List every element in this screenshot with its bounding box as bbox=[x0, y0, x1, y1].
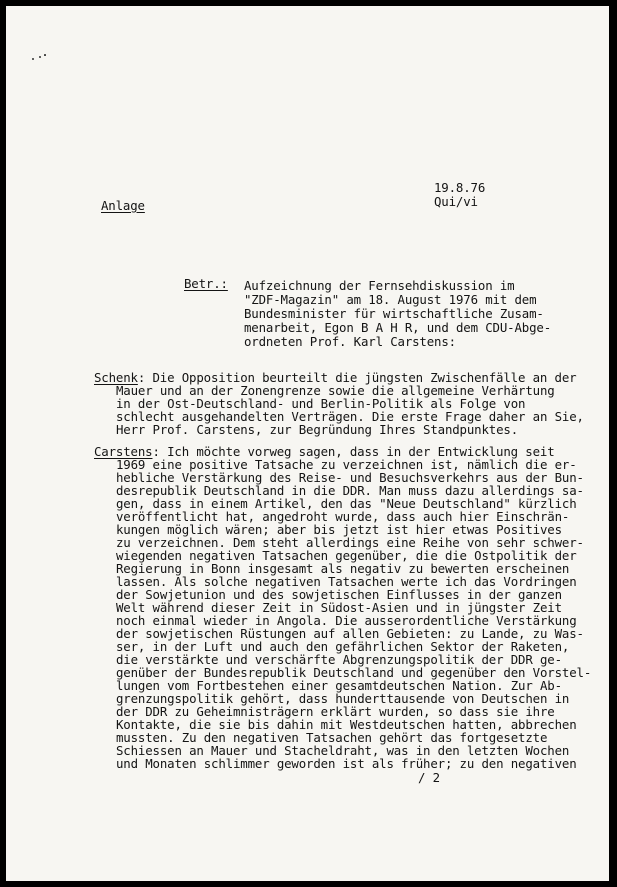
schenk-line: Mauer und an der Zonengrenze sowie die allgemeine Verhärtung bbox=[116, 383, 555, 398]
carstens-line: Kontakte, die sie bis dahin mit Westdeutschen hatten, abbrechen bbox=[116, 717, 577, 732]
letter-reference: Qui/vi bbox=[434, 194, 478, 209]
carstens-line: lungen vom Fortbestehen einer gesamtdeutschen Nation. Zur Ab- bbox=[116, 678, 562, 693]
schenk-paragraph-first-line: Schenk: Die Opposition beurteilt die jüngsten Zwischenfälle an der bbox=[94, 370, 577, 385]
carstens-line: noch einmal wieder in Angola. Die ausserordentliche Verstärkung bbox=[116, 613, 577, 628]
carstens-line: 1969 eine positive Tatsache zu verzeichnen ist, nämlich die er- bbox=[116, 457, 577, 472]
carstens-line: mussten. Zu den negativen Tatsachen gehört das fortgesetzte bbox=[116, 730, 548, 745]
carstens-line: wiegenden negativen Tatsachen gegenüber, die die Ostpolitik der bbox=[116, 548, 577, 563]
letter-date: 19.8.76 bbox=[434, 180, 486, 195]
page-continuation-marker: / 2 bbox=[418, 770, 440, 785]
carstens-line: zu verzeichnen. Dem steht allerdings eine Reihe von sehr schwer- bbox=[116, 535, 584, 550]
carstens-line: hebliche Verstärkung des Reise- und Besuchsverkehrs aus der Bun- bbox=[116, 470, 584, 485]
subject-line: Aufzeichnung der Fernsehdiskussion im bbox=[244, 278, 515, 293]
carstens-line: die verstärkte und verschärfte Abgrenzungspolitik der DDR ge- bbox=[116, 652, 562, 667]
carstens-line: Welt während dieser Zeit in Südost-Asien und in jüngster Zeit bbox=[116, 600, 562, 615]
carstens-line: kungen möglich wären; aber bis jetzt ist hier etwas Positives bbox=[116, 522, 562, 537]
carstens-line: desrepublik Deutschland in die DDR. Man muss dazu allerdings sa- bbox=[116, 483, 584, 498]
carstens-line: der Sowjetunion und des sowjetischen Einflusses in der ganzen bbox=[116, 587, 562, 602]
carstens-line: und Monaten schlimmer geworden ist als früher; zu den negativen bbox=[116, 756, 577, 771]
anlage-label: Anlage bbox=[101, 198, 145, 213]
schenk-line: in der Ost-Deutschland- und Berlin-Politik als Folge von bbox=[116, 396, 526, 411]
carstens-line: veröffentlicht hat, angedroht wurde, dass auch hier Einschrän- bbox=[116, 509, 570, 524]
carstens-paragraph-first-line: Carstens: Ich möchte vorweg sagen, dass in der Entwicklung seit bbox=[94, 444, 555, 459]
carstens-line: genüber der Bundesrepublik Deutschland und gegenüber den Vorstel- bbox=[116, 665, 592, 680]
scan-speck bbox=[44, 54, 46, 56]
document-page bbox=[6, 6, 609, 881]
subject-line: ordneten Prof. Karl Carstens: bbox=[244, 334, 456, 349]
schenk-line: Herr Prof. Carstens, zur Begründung Ihres Standpunktes. bbox=[116, 422, 519, 437]
subject-line: Bundesminister für wirtschaftliche Zusam- bbox=[244, 306, 544, 321]
carstens-line: der sowjetischen Rüstungen auf allen Gebieten: zu Lande, zu Was- bbox=[116, 626, 584, 641]
carstens-line: Schiessen an Mauer und Stacheldraht, was in den letzten Wochen bbox=[116, 743, 570, 758]
carstens-line: grenzungspolitik gehört, dass hunderttausende von Deutschen in bbox=[116, 691, 570, 706]
subject-line: menarbeit, Egon B A H R, und dem CDU-Abge- bbox=[244, 320, 552, 335]
carstens-line: Regierung in Bonn insgesamt als negativ zu bewerten erscheinen bbox=[116, 561, 570, 576]
speaker-schenk: Schenk bbox=[94, 370, 138, 385]
scan-speck bbox=[32, 58, 34, 60]
schenk-line: schlecht ausgehandelten Verträgen. Die erste Frage daher an Sie, bbox=[116, 409, 584, 424]
subject-line: "ZDF-Magazin" am 18. August 1976 mit dem bbox=[244, 292, 537, 307]
carstens-line: lassen. Als solche negativen Tatsachen werte ich das Vordringen bbox=[116, 574, 577, 589]
betr-label: Betr.: bbox=[184, 276, 228, 291]
carstens-line: gen, dass in einem Artikel, den das "Neue Deutschland" kürzlich bbox=[116, 496, 577, 511]
scan-speck bbox=[39, 56, 41, 58]
speaker-carstens: Carstens bbox=[94, 444, 153, 459]
carstens-line: der DDR zu Geheimnisträgern erklärt wurden, so dass sie ihre bbox=[116, 704, 555, 719]
carstens-line: ser, in der Luft und auch den gefährlichen Sektor der Raketen, bbox=[116, 639, 570, 654]
